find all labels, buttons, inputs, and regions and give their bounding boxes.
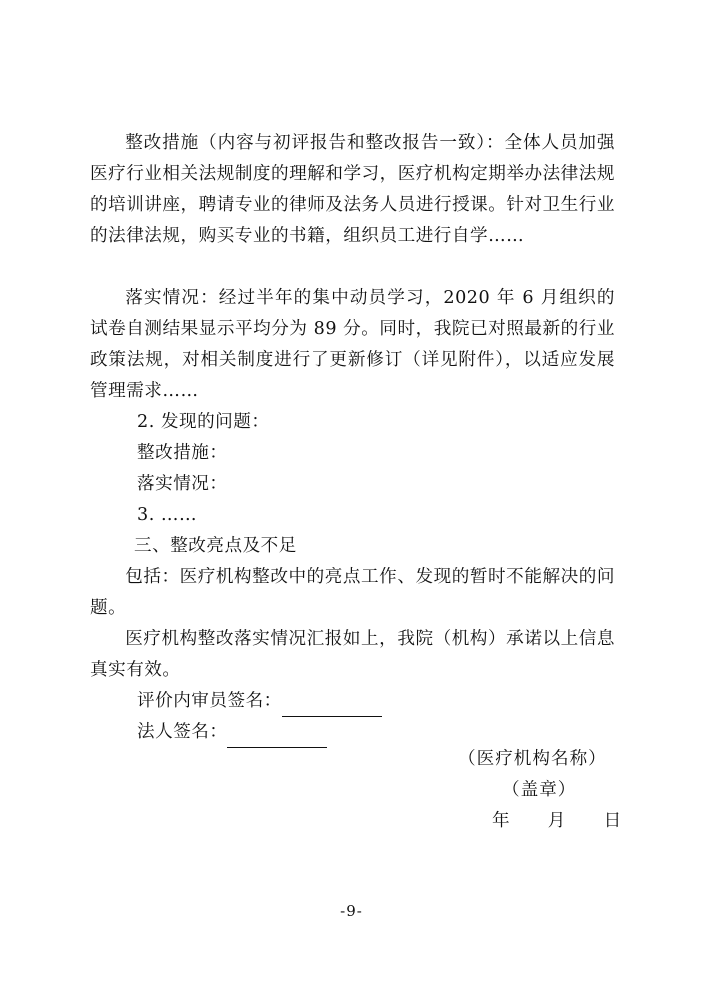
commitment-paragraph: 医疗机构整改落实情况汇报如上，我院（机构）承诺以上信息真实有效。 <box>90 629 615 680</box>
reviewer-signature-line <box>282 694 382 717</box>
legal-signature-line <box>227 725 327 748</box>
legal-signature-label: 法人签名： <box>137 722 228 742</box>
seal-placeholder: （盖章） <box>502 780 577 800</box>
page-number: -9- <box>340 902 363 920</box>
item-2-implementation: 落实情况： <box>137 474 228 494</box>
item-3: 3. …… <box>137 505 198 525</box>
implementation-paragraph: 落实情况：经过半年的集中动员学习，2020 年 6 月组织的试卷自测结果显示平均分为 89 分。同时，我院已对照最新的行业政策法规，对相关制度进行了更新修订（详见附件），以适应发展管理需求…… <box>90 288 615 401</box>
reviewer-signature-row <box>137 686 382 717</box>
legal-signature-row <box>137 717 327 748</box>
reviewer-signature-label: 评价内审员签名： <box>137 691 282 711</box>
item-2-heading: 2. 发现的问题： <box>137 412 270 432</box>
item-2-measures: 整改措施： <box>137 443 228 463</box>
date-placeholder: 年 月 日 <box>492 811 623 831</box>
measures-paragraph: 整改措施（内容与初评报告和整改报告一致）：全体人员加强医疗行业相关法规制度的理解和学习，医疗机构定期举办法律法规的培训讲座，聘请专业的律师及法务人员进行授课。针对卫生行业的法律法规，购买专业的书籍，组织员工进行自学…… <box>90 133 615 246</box>
org-name-placeholder: （医疗机构名称） <box>458 749 607 769</box>
section-3-body: 包括：医疗机构整改中的亮点工作、发现的暂时不能解决的问题。 <box>90 567 615 618</box>
section-3-heading: 三、整改亮点及不足 <box>134 536 297 556</box>
